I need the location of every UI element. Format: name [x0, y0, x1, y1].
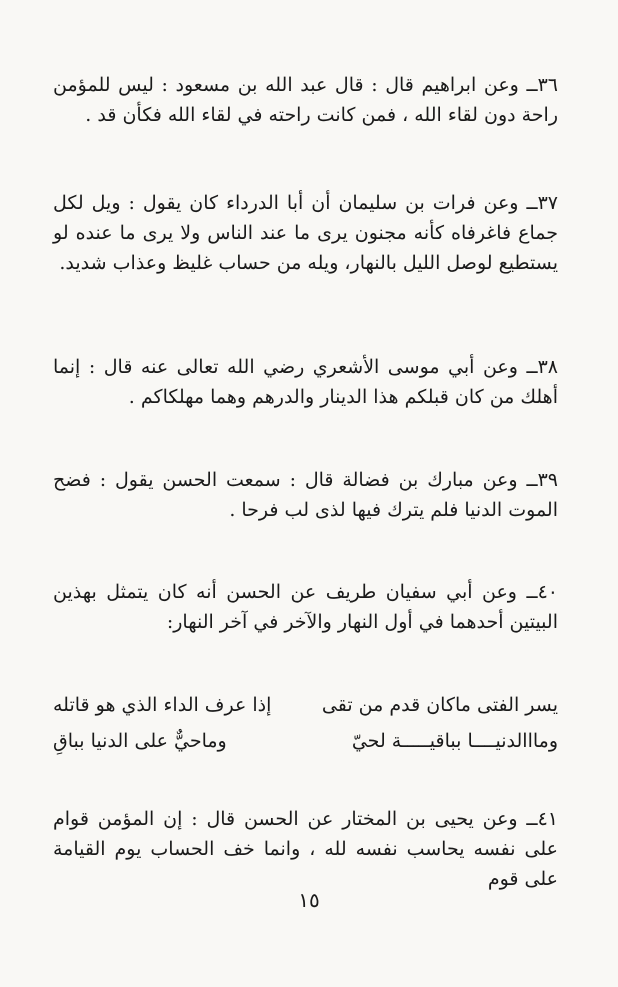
verse-line-1	[53, 690, 558, 720]
paragraph-39: ٣٩ــ وعن مبارك بن فضالة قال : سمعت الحسن يقول : فضح الموت الدنيا فلم يترك فيها لذى لب فرحا .	[53, 469, 558, 521]
poem-verses	[53, 690, 558, 756]
verse-2-first-hemistich: ومااالدنيــــا بباقيـــــة لحيّ	[351, 730, 558, 752]
paragraph-36: ٣٦ــ وعن ابراهيم قال : قال عبد الله بن مسعود : ليس للمؤمن راحة دون لقاء الله ، فمن كانت راحته في لقاء الله فكأن قد .	[53, 74, 558, 126]
verse-1-first-hemistich: يسر الفتى ماكان قدم من تقى	[321, 694, 558, 716]
verse-2-second-hemistich: وماحيٌّ على الدنيا بباقِ	[53, 730, 227, 752]
verse-1-second-hemistich: إذا عرف الداء الذي هو قاتله	[53, 694, 272, 716]
verse-line-2	[53, 726, 558, 756]
page-number: ١٥	[298, 888, 320, 912]
paragraph-38: ٣٨ــ وعن أبي موسى الأشعري رضي الله تعالى عنه قال : إنما أهلك من كان قبلكم هذا الدينار والدرهم وهما مهلكاكم .	[53, 356, 559, 408]
paragraph-37: ٣٧ــ وعن فرات بن سليمان أن أبا الدرداء كان يقول : ويل لكل جماع فاغرفاه كأنه مجنون يرى ما عند الناس ولا يرى ما عنده لو يستطيع لوصل الليل بالنهار، ويله من حساب غليظ وعذاب شديد.	[53, 192, 558, 274]
paragraph-41: ٤١ــ وعن يحيى بن المختار عن الحسن قال : إن المؤمن قوام على نفسه يحاسب نفسه لله ، وانما خف الحساب يوم القيامة على قوم	[53, 808, 558, 890]
paragraph-40: ٤٠ــ وعن أبي سفيان طريف عن الحسن أنه كان يتمثل بهذين البيتين أحدهما في أول النهار والآخر في آخر النهار:	[53, 581, 558, 633]
